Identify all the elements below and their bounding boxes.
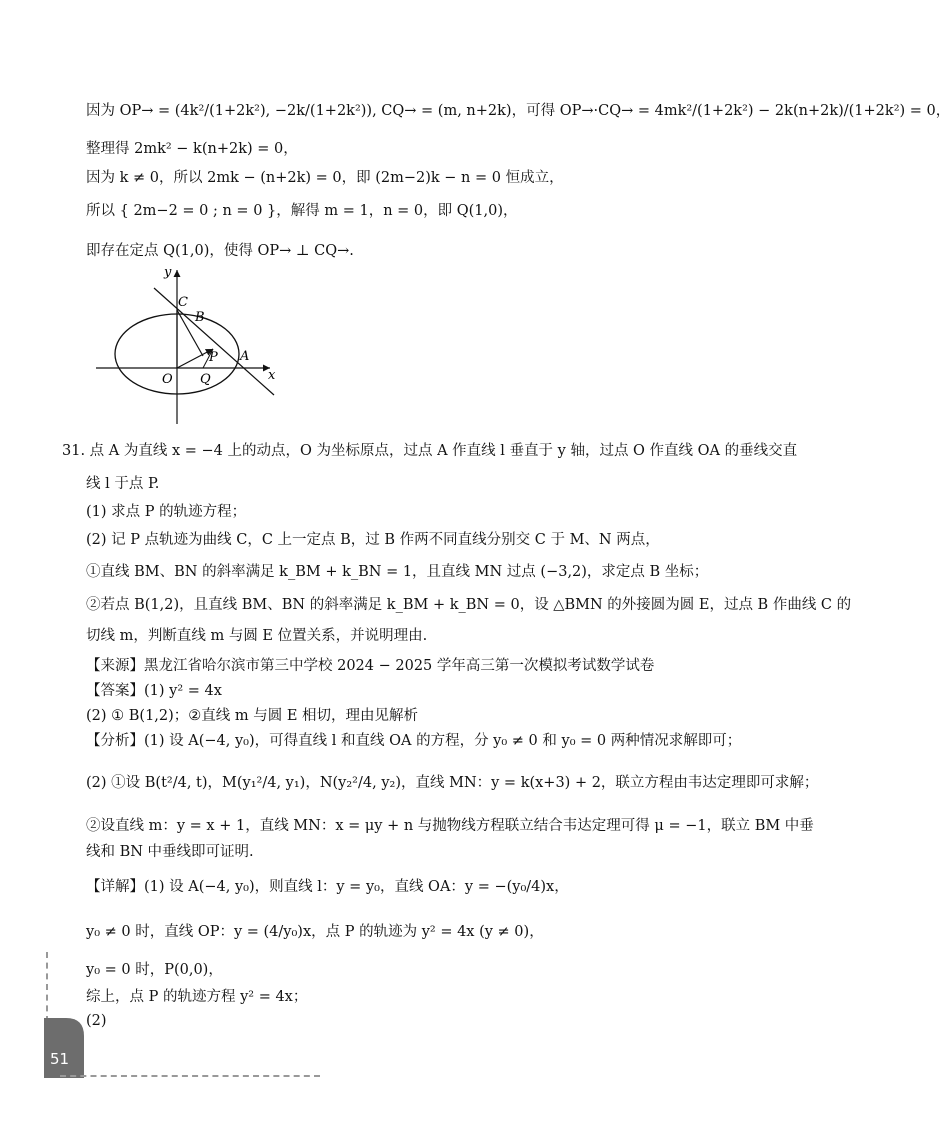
question-31-line: 31. 点 A 为直线 x = −4 上的动点，O 为坐标原点，过点 A 作直线 l 垂直于 y 轴，过点 O 作直线 OA 的垂线交直 xyxy=(62,443,798,459)
page-corner-tab xyxy=(44,1018,84,1078)
text-line: y₀ ≠ 0 时，直线 OP：y = (4/y₀)x，点 P 的轨迹为 y² = 4x (y ≠ 0)， xyxy=(86,924,544,940)
ellipse-diagram xyxy=(92,262,292,430)
footer-dashed-line xyxy=(60,1075,320,1077)
text-line: (2) 记 P 点轨迹为曲线 C，C 上一定点 B，过 B 作两不同直线分别交 C 于 M、N 两点， xyxy=(86,532,660,548)
text-line: 整理得 2mk² − k(n+2k) = 0， xyxy=(86,141,298,157)
label-A: A xyxy=(240,349,250,364)
text-line: (2) ①设 B(t²/4, t)，M(y₁²/4, y₁)，N(y₂²/4, y₂)，直线 MN：y = k(x+3) + 2，联立方程由韦达定理即可求解； xyxy=(86,775,819,791)
text-line: y₀ = 0 时，P(0,0)， xyxy=(86,962,223,978)
label-y: y xyxy=(164,265,172,280)
label-x: x xyxy=(268,368,276,383)
label-P: P xyxy=(209,350,218,365)
text-line: 线 l 于点 P. xyxy=(86,476,160,492)
label-B: B xyxy=(195,310,205,325)
text-line: 综上，点 P 的轨迹方程 y² = 4x； xyxy=(86,989,308,1005)
label-C: C xyxy=(178,295,188,310)
text-line: (2) xyxy=(86,1013,107,1029)
label-O: O xyxy=(162,372,173,387)
text-line: 线和 BN 中垂线即可证明. xyxy=(86,844,254,860)
text-line: 因为 k ≠ 0，所以 2mk − (n+2k) = 0，即 (2m−2)k − n = 0 恒成立， xyxy=(86,170,564,186)
source-line: 【来源】黑龙江省哈尔滨市第三中学校 2024 − 2025 学年高三第一次模拟考试数学试卷 xyxy=(86,658,655,674)
text-line: 切线 m，判断直线 m 与圆 E 位置关系，并说明理由. xyxy=(86,628,428,644)
text-line: (1) 求点 P 的轨迹方程； xyxy=(86,504,247,520)
text-line: (2) ① B(1,2)；②直线 m 与圆 E 相切，理由见解析 xyxy=(86,708,419,724)
text-line: ②设直线 m：y = x + 1，直线 MN：x = μy + n 与抛物线方程联立结合韦达定理可得 μ = −1，联立 BM 中垂 xyxy=(86,818,814,834)
text-line: 所以 { 2m−2 = 0 ; n = 0 }，解得 m = 1，n = 0，即 Q(1,0)， xyxy=(86,203,518,219)
text-line: ①直线 BM、BN 的斜率满足 k_BM + k_BN = 1，且直线 MN 过点 (−3,2)，求定点 B 坐标； xyxy=(86,564,709,580)
text-line: 即存在定点 Q(1,0)，使得 OP→ ⊥ CQ→. xyxy=(86,243,354,259)
label-Q: Q xyxy=(200,372,211,387)
page-number: 51 xyxy=(50,1050,70,1068)
text-line: 因为 OP→ = (4k²/(1+2k²), −2k/(1+2k²)), CQ→ = (m, n+2k)，可得 OP→·CQ→ = 4mk²/(1+2k²) − 2k(n+2k)/(1+2k²) = 0， xyxy=(86,103,950,119)
detail-line: 【详解】(1) 设 A(−4, y₀)，则直线 l：y = y₀，直线 OA：y = −(y₀/4)x， xyxy=(86,879,569,895)
side-dashed-line xyxy=(46,952,48,1022)
answer-line: 【答案】(1) y² = 4x xyxy=(86,683,222,699)
text-line: ②若点 B(1,2)，且直线 BM、BN 的斜率满足 k_BM + k_BN = 0，设 △BMN 的外接圆为圆 E，过点 B 作曲线 C 的 xyxy=(86,597,852,613)
analysis-line: 【分析】(1) 设 A(−4, y₀)，可得直线 l 和直线 OA 的方程，分 y₀ ≠ 0 和 y₀ = 0 两种情况求解即可； xyxy=(86,733,742,749)
